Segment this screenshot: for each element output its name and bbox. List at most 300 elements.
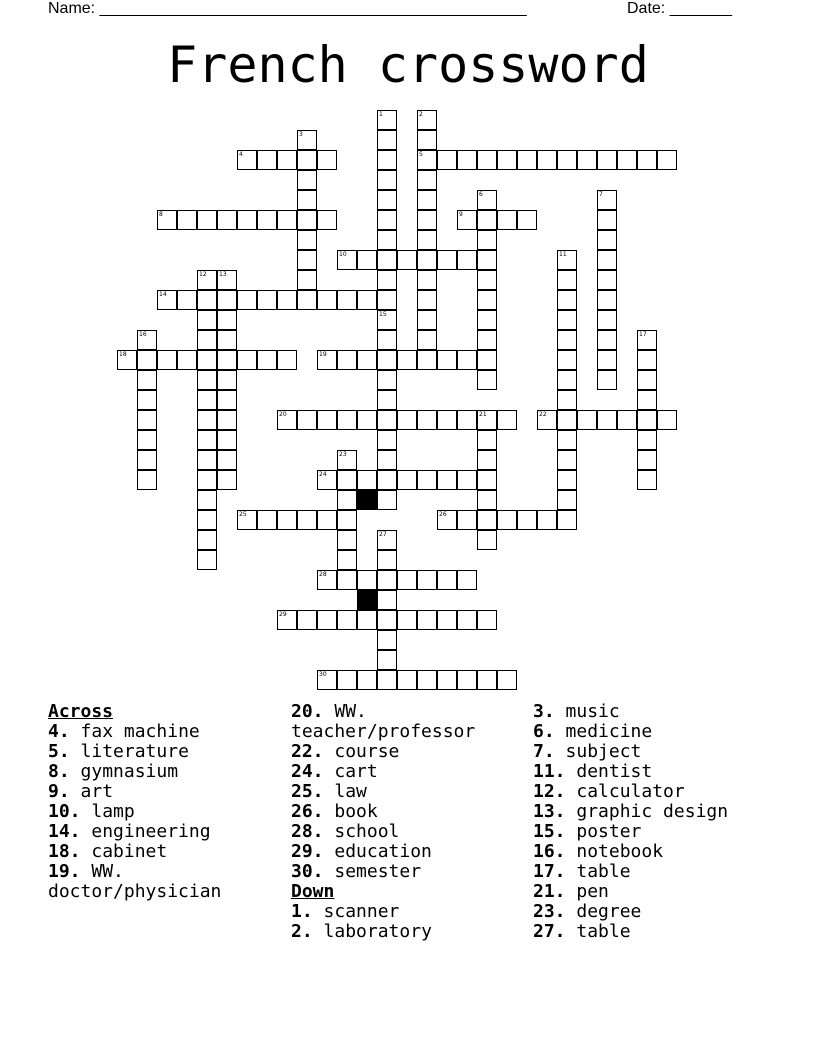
grid-cell[interactable] [477, 530, 497, 550]
grid-cell[interactable] [297, 230, 317, 250]
grid-cell[interactable] [237, 510, 257, 530]
grid-cell[interactable] [477, 190, 497, 210]
grid-cell[interactable] [317, 290, 337, 310]
grid-cell[interactable] [337, 550, 357, 570]
grid-cell[interactable] [317, 410, 337, 430]
grid-cell[interactable] [337, 290, 357, 310]
grid-cell[interactable] [257, 510, 277, 530]
clue-number: 12. [533, 781, 566, 802]
grid-cell[interactable] [557, 510, 577, 530]
grid-cell[interactable] [377, 650, 397, 670]
grid-cell[interactable] [597, 250, 617, 270]
across-heading: Across [48, 701, 114, 722]
cell-number: 11 [559, 251, 567, 258]
grid-cell[interactable] [377, 530, 397, 550]
clue-number: 22. [291, 741, 324, 762]
grid-cell[interactable] [477, 210, 497, 230]
grid-cell[interactable] [377, 270, 397, 290]
clue-text: dentist [576, 761, 653, 782]
grid-cell[interactable] [277, 410, 297, 430]
grid-cell[interactable] [437, 570, 457, 590]
clue-number: 18. [48, 841, 81, 862]
down-clue [533, 722, 773, 742]
grid-cell[interactable] [337, 570, 357, 590]
grid-cell[interactable] [377, 470, 397, 490]
grid-cell[interactable] [457, 250, 477, 270]
grid-cell[interactable] [197, 430, 217, 450]
grid-cell[interactable] [197, 370, 217, 390]
grid-cell[interactable] [417, 290, 437, 310]
grid-cell[interactable] [417, 230, 437, 250]
grid-cell[interactable] [297, 410, 317, 430]
grid-cell[interactable] [217, 450, 237, 470]
down-clue [533, 802, 773, 822]
grid-cell[interactable] [597, 410, 617, 430]
cell-number: 27 [379, 531, 387, 538]
cell-number: 7 [599, 191, 603, 198]
clue-number: 11. [533, 761, 566, 782]
grid-cell[interactable] [177, 350, 197, 370]
grid-cell[interactable] [417, 410, 437, 430]
grid-cell[interactable] [377, 150, 397, 170]
grid-cell[interactable] [397, 470, 417, 490]
grid-cell[interactable] [377, 630, 397, 650]
grid-cell[interactable] [477, 670, 497, 690]
grid-cell[interactable] [137, 330, 157, 350]
grid-cell[interactable] [357, 350, 377, 370]
grid-cell[interactable] [497, 150, 517, 170]
grid-cell[interactable] [417, 170, 437, 190]
grid-cell[interactable] [257, 350, 277, 370]
grid-cell[interactable] [357, 610, 377, 630]
grid-cell[interactable] [177, 290, 197, 310]
grid-cell[interactable] [357, 290, 377, 310]
clue-text: course [334, 741, 400, 762]
grid-cell[interactable] [337, 410, 357, 430]
grid-cell[interactable] [517, 150, 537, 170]
grid-cell[interactable] [137, 370, 157, 390]
cell-number: 25 [239, 511, 247, 518]
grid-cell[interactable] [477, 330, 497, 350]
grid-cell[interactable] [197, 210, 217, 230]
grid-cell[interactable] [197, 550, 217, 570]
grid-cell[interactable] [297, 290, 317, 310]
across-clue [291, 782, 521, 802]
grid-cell[interactable] [237, 350, 257, 370]
grid-cell[interactable] [637, 150, 657, 170]
grid-cell[interactable] [477, 510, 497, 530]
cell-number: 22 [539, 411, 547, 418]
grid-cell[interactable] [197, 270, 217, 290]
grid-cell[interactable] [217, 330, 237, 350]
grid-cell[interactable] [417, 270, 437, 290]
across-clue [291, 742, 521, 762]
grid-cell[interactable] [157, 290, 177, 310]
grid-cell[interactable] [277, 510, 297, 530]
grid-cell[interactable] [197, 450, 217, 470]
grid-cell[interactable] [137, 450, 157, 470]
grid-cell[interactable] [477, 490, 497, 510]
grid-cell[interactable] [317, 570, 337, 590]
grid-cell[interactable] [477, 290, 497, 310]
grid-cell[interactable] [417, 610, 437, 630]
grid-cell[interactable] [377, 670, 397, 690]
grid-cell[interactable] [137, 470, 157, 490]
grid-cell[interactable] [477, 450, 497, 470]
grid-cell[interactable] [437, 610, 457, 630]
grid-cell[interactable] [377, 330, 397, 350]
grid-cell[interactable] [557, 390, 577, 410]
grid-cell[interactable] [177, 210, 197, 230]
grid-cell[interactable] [137, 350, 157, 370]
grid-cell[interactable] [537, 150, 557, 170]
grid-cell[interactable] [377, 110, 397, 130]
grid-cell[interactable] [417, 210, 437, 230]
grid-cell[interactable] [417, 190, 437, 210]
grid-cell[interactable] [377, 350, 397, 370]
grid-cell[interactable] [317, 670, 337, 690]
grid-cell[interactable] [337, 610, 357, 630]
grid-cell[interactable] [297, 170, 317, 190]
grid-cell[interactable] [137, 430, 157, 450]
clue-number: 15. [533, 821, 566, 842]
grid-cell[interactable] [437, 470, 457, 490]
grid-cell[interactable] [617, 150, 637, 170]
grid-cell[interactable] [597, 350, 617, 370]
grid-cell[interactable] [317, 610, 337, 630]
grid-cell[interactable] [597, 310, 617, 330]
cell-number: 13 [219, 271, 227, 278]
grid-cell[interactable] [557, 450, 577, 470]
grid-cell[interactable] [417, 250, 437, 270]
grid-cell[interactable] [337, 450, 357, 470]
grid-cell[interactable] [397, 350, 417, 370]
grid-cell[interactable] [657, 150, 677, 170]
grid-cell[interactable] [217, 290, 237, 310]
clue-number: 13. [533, 801, 566, 822]
grid-cell[interactable] [357, 470, 377, 490]
clue-number: 25. [291, 781, 324, 802]
grid-cell[interactable] [377, 310, 397, 330]
grid-cell[interactable] [417, 110, 437, 130]
grid-cell[interactable] [497, 210, 517, 230]
grid-cell[interactable] [297, 210, 317, 230]
grid-cell[interactable] [377, 590, 397, 610]
across-clue [291, 762, 521, 782]
grid-cell[interactable] [597, 330, 617, 350]
grid-cell[interactable] [437, 350, 457, 370]
grid-cell[interactable] [557, 310, 577, 330]
clue-text: notebook [576, 841, 664, 862]
grid-cell[interactable] [557, 470, 577, 490]
grid-cell[interactable] [237, 290, 257, 310]
grid-cell[interactable] [577, 150, 597, 170]
grid-cell[interactable] [477, 470, 497, 490]
grid-cell[interactable] [137, 390, 157, 410]
grid-cell[interactable] [557, 270, 577, 290]
grid-cell[interactable] [417, 570, 437, 590]
grid-cell[interactable] [597, 230, 617, 250]
grid-cell[interactable] [497, 670, 517, 690]
down-clue [533, 822, 773, 842]
grid-cell[interactable] [297, 150, 317, 170]
grid-cell[interactable] [477, 230, 497, 250]
grid-cell[interactable] [457, 510, 477, 530]
grid-cell[interactable] [497, 410, 517, 430]
down-clue [533, 902, 773, 922]
name-field[interactable]: Name: ________________________________________________ [48, 0, 527, 17]
grid-cell[interactable] [537, 510, 557, 530]
grid-cell[interactable] [597, 290, 617, 310]
grid-cell[interactable] [277, 150, 297, 170]
grid-cell[interactable] [217, 410, 237, 430]
grid-cell[interactable] [577, 410, 597, 430]
grid-cell[interactable] [557, 290, 577, 310]
grid-cell[interactable] [377, 130, 397, 150]
grid-cell[interactable] [197, 470, 217, 490]
grid-cell[interactable] [197, 310, 217, 330]
grid-cell[interactable] [457, 670, 477, 690]
grid-cell[interactable] [377, 210, 397, 230]
clue-number: 26. [291, 801, 324, 822]
grid-cell[interactable] [557, 350, 577, 370]
grid-cell[interactable] [377, 570, 397, 590]
grid-cell[interactable] [457, 210, 477, 230]
grid-cell[interactable] [397, 410, 417, 430]
grid-cell[interactable] [597, 190, 617, 210]
clue-text: laboratory [323, 921, 432, 942]
grid-cell[interactable] [197, 410, 217, 430]
grid-cell[interactable] [517, 510, 537, 530]
clue-number: 2. [291, 921, 313, 942]
grid-cell[interactable] [377, 170, 397, 190]
grid-cell[interactable] [217, 370, 237, 390]
grid-cell[interactable] [397, 570, 417, 590]
grid-cell[interactable] [297, 190, 317, 210]
cell-number: 18 [119, 351, 127, 358]
grid-cell[interactable] [477, 410, 497, 430]
grid-cell[interactable] [377, 390, 397, 410]
grid-cell[interactable] [637, 470, 657, 490]
grid-cell[interactable] [317, 350, 337, 370]
grid-cell[interactable] [417, 310, 437, 330]
grid-cell[interactable] [437, 410, 457, 430]
grid-cell[interactable] [357, 670, 377, 690]
grid-cell[interactable] [217, 310, 237, 330]
clue-text: table [576, 861, 631, 882]
clue-text: WW. doctor/physician [48, 861, 222, 902]
grid-cell[interactable] [257, 150, 277, 170]
grid-cell[interactable] [637, 410, 657, 430]
grid-cell[interactable] [377, 490, 397, 510]
grid-cell[interactable] [337, 250, 357, 270]
grid-cell[interactable] [437, 510, 457, 530]
grid-cell[interactable] [277, 610, 297, 630]
grid-cell[interactable] [257, 290, 277, 310]
grid-cell[interactable] [297, 250, 317, 270]
across-list-part-1 [48, 722, 278, 902]
grid-cell[interactable] [277, 210, 297, 230]
grid-cell[interactable] [477, 250, 497, 270]
grid-cell[interactable] [517, 210, 537, 230]
grid-cell[interactable] [237, 150, 257, 170]
grid-cell[interactable] [477, 610, 497, 630]
grid-cell[interactable] [417, 470, 437, 490]
down-clue [291, 902, 521, 922]
date-field[interactable]: Date: _______ [627, 0, 732, 17]
grid-cell[interactable] [377, 190, 397, 210]
cell-number: 12 [199, 271, 207, 278]
grid-cell[interactable] [377, 610, 397, 630]
cell-number: 19 [319, 351, 327, 358]
grid-cell[interactable] [557, 370, 577, 390]
grid-cell[interactable] [477, 310, 497, 330]
grid-cell[interactable] [337, 350, 357, 370]
grid-cell[interactable] [537, 410, 557, 430]
grid-cell[interactable] [557, 250, 577, 270]
grid-cell[interactable] [297, 270, 317, 290]
grid-cell[interactable] [137, 410, 157, 430]
grid-cell[interactable] [417, 670, 437, 690]
grid-cell[interactable] [117, 350, 137, 370]
grid-cell[interactable] [557, 410, 577, 430]
grid-cell[interactable] [317, 470, 337, 490]
grid-cell[interactable] [337, 530, 357, 550]
grid-cell[interactable] [557, 150, 577, 170]
clue-text: pen [576, 881, 609, 902]
clue-number: 7. [533, 741, 555, 762]
grid-cell[interactable] [437, 670, 457, 690]
cell-number: 2 [419, 111, 423, 118]
grid-cell[interactable] [597, 150, 617, 170]
grid-cell[interactable] [217, 390, 237, 410]
grid-cell[interactable] [457, 610, 477, 630]
grid-cell[interactable] [657, 410, 677, 430]
grid-cell[interactable] [157, 210, 177, 230]
grid-cell[interactable] [217, 470, 237, 490]
grid-cell[interactable] [217, 210, 237, 230]
grid-cell[interactable] [417, 350, 437, 370]
grid-cell[interactable] [217, 270, 237, 290]
grid-cell[interactable] [457, 410, 477, 430]
grid-cell[interactable] [377, 230, 397, 250]
grid-cell[interactable] [377, 550, 397, 570]
grid-cell[interactable] [557, 490, 577, 510]
grid-cell[interactable] [337, 490, 357, 510]
grid-cell[interactable] [457, 350, 477, 370]
grid-cell[interactable] [197, 290, 217, 310]
grid-cell[interactable] [197, 510, 217, 530]
grid-cell[interactable] [337, 670, 357, 690]
down-clue [533, 882, 773, 902]
grid-cell[interactable] [497, 510, 517, 530]
grid-cell[interactable] [217, 430, 237, 450]
grid-cell[interactable] [417, 330, 437, 350]
grid-cell[interactable] [317, 210, 337, 230]
grid-cell[interactable] [297, 510, 317, 530]
grid-cell[interactable] [197, 330, 217, 350]
grid-cell[interactable] [477, 370, 497, 390]
grid-cell[interactable] [237, 210, 257, 230]
grid-cell[interactable] [377, 370, 397, 390]
grid-cell[interactable] [397, 250, 417, 270]
cell-number: 30 [319, 671, 327, 678]
grid-cell[interactable] [357, 570, 377, 590]
grid-cell[interactable] [457, 150, 477, 170]
cell-number: 21 [479, 411, 487, 418]
grid-cell[interactable] [417, 150, 437, 170]
down-clue [533, 862, 773, 882]
grid-cell[interactable] [477, 430, 497, 450]
grid-cell[interactable] [557, 430, 577, 450]
grid-cell[interactable] [637, 370, 657, 390]
clue-number: 10. [48, 801, 81, 822]
grid-cell[interactable] [377, 450, 397, 470]
grid-cell[interactable] [397, 610, 417, 630]
grid-cell[interactable] [597, 210, 617, 230]
grid-cell[interactable] [377, 410, 397, 430]
grid-cell[interactable] [637, 350, 657, 370]
grid-cell[interactable] [477, 270, 497, 290]
grid-cell[interactable] [377, 250, 397, 270]
grid-cell[interactable] [377, 290, 397, 310]
grid-cell[interactable] [637, 430, 657, 450]
grid-cell[interactable] [357, 410, 377, 430]
across-clue [291, 862, 521, 882]
grid-cell[interactable] [397, 670, 417, 690]
clue-text: music [565, 702, 620, 722]
grid-cell[interactable] [477, 350, 497, 370]
down-clue [533, 742, 773, 762]
grid-cell[interactable] [277, 350, 297, 370]
grid-cell[interactable] [597, 270, 617, 290]
grid-cell[interactable] [457, 570, 477, 590]
grid-cell[interactable] [377, 430, 397, 450]
cell-number: 24 [319, 471, 327, 478]
grid-cell[interactable] [337, 470, 357, 490]
clues-column-3 [533, 702, 773, 954]
grid-cell[interactable] [357, 250, 377, 270]
grid-cell[interactable] [197, 390, 217, 410]
grid-cell[interactable] [617, 410, 637, 430]
grid-cell[interactable] [197, 490, 217, 510]
grid-cell[interactable] [437, 150, 457, 170]
grid-cell[interactable] [317, 150, 337, 170]
grid-cell[interactable] [157, 350, 177, 370]
grid-cell[interactable] [597, 370, 617, 390]
grid-cell[interactable] [217, 350, 237, 370]
grid-cell[interactable] [457, 470, 477, 490]
across-clue [48, 722, 278, 742]
grid-cell[interactable] [197, 530, 217, 550]
grid-cell[interactable] [297, 610, 317, 630]
grid-cell[interactable] [437, 250, 457, 270]
grid-cell[interactable] [637, 390, 657, 410]
grid-cell[interactable] [557, 330, 577, 350]
grid-cell[interactable] [277, 290, 297, 310]
grid-cell[interactable] [477, 150, 497, 170]
grid-cell[interactable] [297, 130, 317, 150]
grid-cell[interactable] [257, 210, 277, 230]
grid-cell[interactable] [317, 510, 337, 530]
clue-text: lamp [91, 801, 135, 822]
grid-cell[interactable] [637, 330, 657, 350]
clue-number: 1. [291, 901, 313, 922]
grid-cell[interactable] [337, 510, 357, 530]
grid-cell[interactable] [197, 350, 217, 370]
grid-cell[interactable] [637, 450, 657, 470]
grid-cell[interactable] [417, 130, 437, 150]
